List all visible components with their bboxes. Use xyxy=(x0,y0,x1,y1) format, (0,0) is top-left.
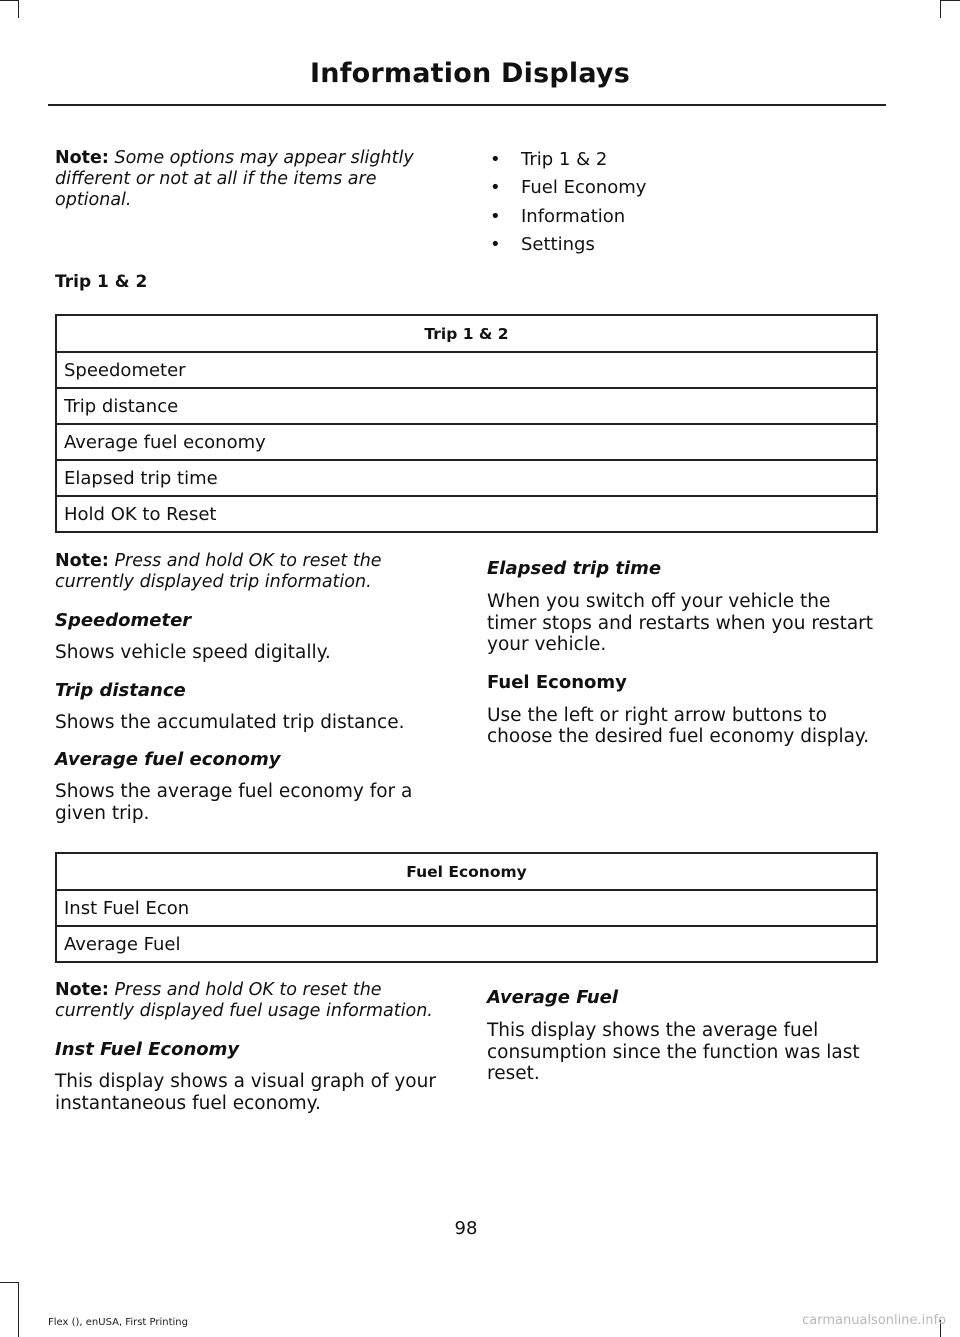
crop-mark xyxy=(940,0,941,18)
list-item xyxy=(486,231,646,259)
trip-distance-heading: Trip distance xyxy=(55,679,186,701)
bullet-icon: • xyxy=(490,234,501,256)
page-number: 98 xyxy=(454,1218,478,1239)
fuel-right-column xyxy=(487,987,879,1085)
table-header: Fuel Economy xyxy=(56,853,877,890)
table-row: Speedometer xyxy=(56,352,877,388)
crop-mark xyxy=(0,0,18,1)
trip-section-heading: Trip 1 & 2 xyxy=(55,272,148,292)
average-fuel-text: This display shows the average fuel consumption since the function was last reset. xyxy=(487,1020,860,1084)
table-row: Elapsed trip time xyxy=(56,460,877,496)
trip-distance-text: Shows the accumulated trip distance. xyxy=(55,711,405,733)
menu-item-label: Settings xyxy=(521,234,595,256)
trip-note-text: Press and hold OK to reset the currently displayed trip information. xyxy=(55,551,382,592)
list-item xyxy=(486,174,646,202)
inst-fuel-economy-heading: Inst Fuel Economy xyxy=(55,1039,240,1060)
fuel-economy-heading: Fuel Economy xyxy=(487,671,627,693)
list-item xyxy=(486,146,646,174)
page-title: Information Displays xyxy=(310,58,630,89)
table-row: Average fuel economy xyxy=(56,424,877,460)
average-fuel-economy-text: Shows the average fuel economy for a given trip. xyxy=(55,781,413,824)
crop-mark xyxy=(18,0,19,18)
table-header: Trip 1 & 2 xyxy=(56,315,877,352)
menu-list xyxy=(486,146,646,260)
bullet-icon: • xyxy=(490,177,501,199)
trip-left-column xyxy=(55,551,447,824)
crop-mark xyxy=(941,0,960,1)
speedometer-text: Shows vehicle speed digitally. xyxy=(55,642,331,663)
crop-mark xyxy=(0,1282,18,1283)
list-item xyxy=(486,203,646,231)
speedometer-heading: Speedometer xyxy=(55,610,192,631)
menu-item-label: Information xyxy=(521,205,626,227)
fuel-left-column xyxy=(55,980,447,1114)
table-row: Hold OK to Reset xyxy=(64,503,217,525)
watermark: carmanualsonline.info xyxy=(802,1313,946,1328)
trip-note-label: Note: xyxy=(55,551,109,571)
trip-table xyxy=(55,314,878,533)
fuel-economy-intro: Use the left or right arrow buttons to choose the desired fuel economy display. xyxy=(487,704,870,747)
bullet-icon: • xyxy=(490,149,501,170)
menu-item-label: Trip 1 & 2 xyxy=(521,149,608,170)
fuel-economy-table xyxy=(55,852,878,963)
table-row: Trip distance xyxy=(56,388,877,424)
table-row: Inst Fuel Econ xyxy=(56,890,877,926)
intro-note-text: Some options may appear slightly different or not at all if the items are optional. xyxy=(55,148,414,210)
intro-note-label: Note: xyxy=(55,148,109,168)
crop-mark xyxy=(18,1282,19,1337)
trip-right-column xyxy=(487,558,879,748)
elapsed-trip-time-text: When you switch off your vehicle the timer stops and restarts when you restart your vehicle. xyxy=(487,591,874,655)
average-fuel-economy-heading: Average fuel economy xyxy=(55,749,281,770)
elapsed-trip-time-heading: Elapsed trip time xyxy=(487,558,662,579)
fuel-note-label: Note: xyxy=(55,980,109,1000)
edition-label: Flex (), enUSA, First Printing xyxy=(48,1317,188,1328)
bullet-icon: • xyxy=(490,205,501,227)
average-fuel-heading: Average Fuel xyxy=(487,987,619,1008)
inst-fuel-economy-text: This display shows a visual graph of your instantaneous fuel economy. xyxy=(55,1071,436,1114)
header-divider xyxy=(48,104,886,106)
table-row: Average Fuel xyxy=(64,933,181,955)
fuel-note-text: Press and hold OK to reset the currently displayed fuel usage information. xyxy=(55,980,433,1021)
intro-note xyxy=(55,148,447,211)
menu-item-label: Fuel Economy xyxy=(521,177,647,199)
